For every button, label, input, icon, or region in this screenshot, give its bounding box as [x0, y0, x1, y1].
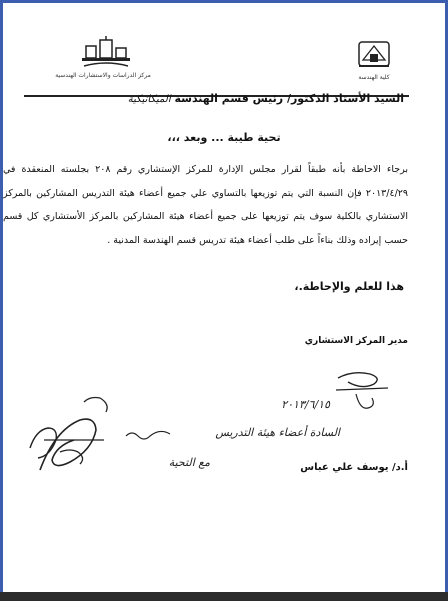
- signatory-name: أ.د/ يوسف علي عباس: [300, 462, 408, 473]
- signatory-title: مدير المركز الاستشاري: [304, 336, 408, 346]
- faculty-name: كلية الهندسة: [358, 74, 390, 81]
- addressee-handwritten-department: الميكانيكية: [127, 94, 171, 105]
- letter-body: برجاء الاحاطة بأنه طبقاً لقرار مجلس الإدارة للمركز الإستشاري رقم ٢٠٨ بجلسته المنعقدة في ٢٠١٣/٤/٢٩ فإن النسبة التي يتم توزيعها بالتساوي علي جميع أعضاء هيئة التدريس المشاركين بالمركز الاستشاري بالكلية سوف يتم توزيعها على جميع أعضاء هيئة المشاركين بالمركز الأستشاري كل قسم حسب إيراده وذلك بناءاً على طلب أعضاء هيئة تدريس قسم الهندسة المدنية .: [3, 164, 409, 246]
- handwritten-date: ٢٠١٣/٦/١٥: [281, 398, 330, 411]
- handwritten-greeting: مع التحية: [168, 456, 210, 469]
- addressee-text: السيد الأستاذ الدكتور/ رئيس قسم الهندسة: [174, 92, 404, 105]
- closing-line: هذا للعلم والإحاطة.،: [294, 280, 404, 293]
- consulting-center-name: مركز الدراسات والاستشارات الهندسية: [55, 72, 151, 79]
- greeting: تحية طيبة ... وبعد ،،،: [167, 131, 281, 144]
- handwritten-recipients: السادة أعضاء هيئة التدريس: [215, 426, 340, 439]
